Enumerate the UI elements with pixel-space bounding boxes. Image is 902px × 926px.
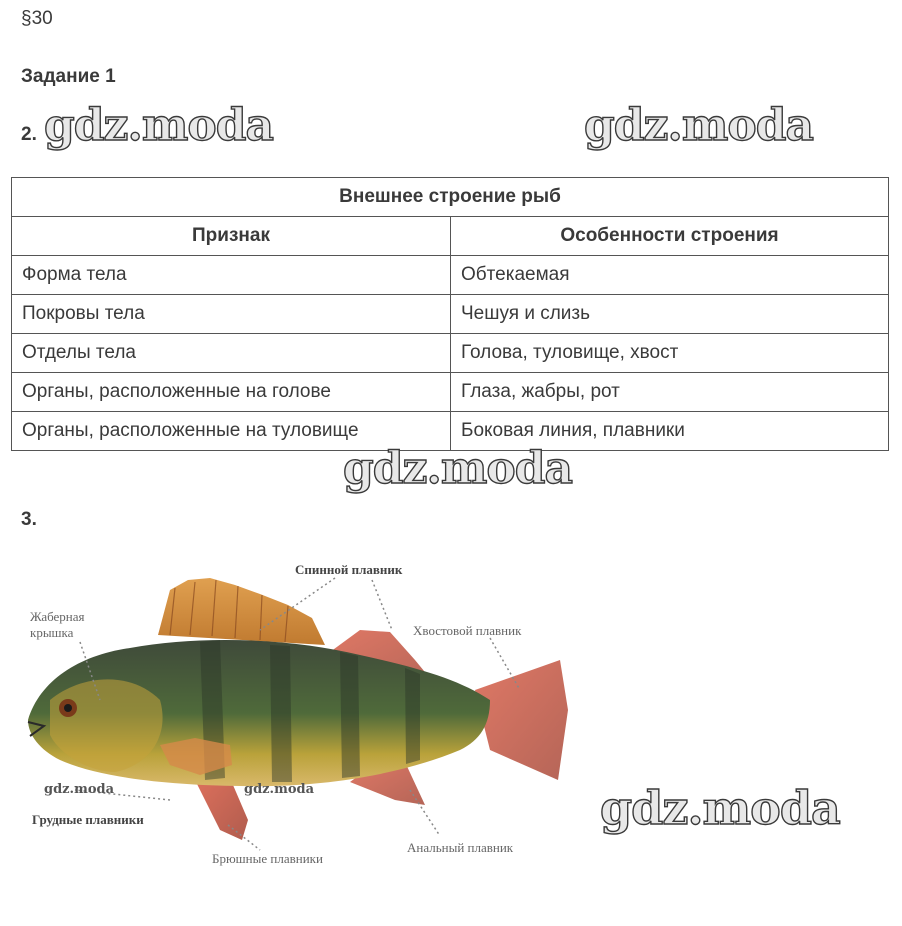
table-cell: Чешуя и слизь bbox=[451, 295, 889, 334]
label-anal-fin: Анальный плавник bbox=[407, 840, 514, 855]
table-cell: Органы, расположенные на туловище bbox=[12, 412, 451, 451]
label-tail-fin: Хвостовой плавник bbox=[413, 623, 522, 638]
table-cell: Обтекаемая bbox=[451, 256, 889, 295]
table-row bbox=[12, 373, 889, 412]
table-cell: Форма тела bbox=[12, 256, 451, 295]
watermark: gdz.moda bbox=[44, 100, 274, 151]
label-pectoral-fins: Грудные плавники bbox=[32, 812, 144, 827]
column-header: Признак bbox=[12, 217, 451, 256]
tail-fin bbox=[475, 660, 568, 780]
watermark-small: gdz.moda bbox=[44, 782, 115, 797]
table-cell: Отделы тела bbox=[12, 334, 451, 373]
table-title-row bbox=[12, 178, 889, 217]
pelvic-fin bbox=[195, 778, 248, 840]
table-cell: Голова, туловище, хвост bbox=[451, 334, 889, 373]
table-cell: Органы, расположенные на голове bbox=[12, 373, 451, 412]
label-dorsal-fin: Спинной плавник bbox=[295, 562, 403, 577]
watermark: gdz.moda bbox=[584, 100, 814, 151]
label-pelvic-fins: Брюшные плавники bbox=[212, 851, 323, 866]
watermark: gdz.moda bbox=[343, 443, 573, 494]
table-cell: Глаза, жабры, рот bbox=[451, 373, 889, 412]
label-gill-cover-1: Жаберная bbox=[30, 609, 85, 624]
column-header: Особенности строения bbox=[451, 217, 889, 256]
table-cell: Покровы тела bbox=[12, 295, 451, 334]
section-number: §30 bbox=[21, 8, 53, 29]
item-number-2: 2. bbox=[21, 124, 37, 145]
fish-diagram bbox=[20, 550, 580, 880]
table-header-row bbox=[12, 217, 889, 256]
table-row bbox=[12, 334, 889, 373]
fish-structure-table bbox=[11, 177, 889, 451]
watermark: gdz.moda bbox=[600, 781, 840, 835]
table-row bbox=[12, 295, 889, 334]
item-number-3: 3. bbox=[21, 509, 37, 530]
table-title: Внешнее строение рыб bbox=[12, 178, 889, 217]
table-cell: Боковая линия, плавники bbox=[451, 412, 889, 451]
dorsal-fin-spiny bbox=[158, 578, 325, 645]
task-heading: Задание 1 bbox=[21, 66, 116, 87]
watermark-small: gdz.moda bbox=[244, 782, 315, 797]
label-gill-cover-2: крышка bbox=[30, 625, 74, 640]
table-row bbox=[12, 256, 889, 295]
